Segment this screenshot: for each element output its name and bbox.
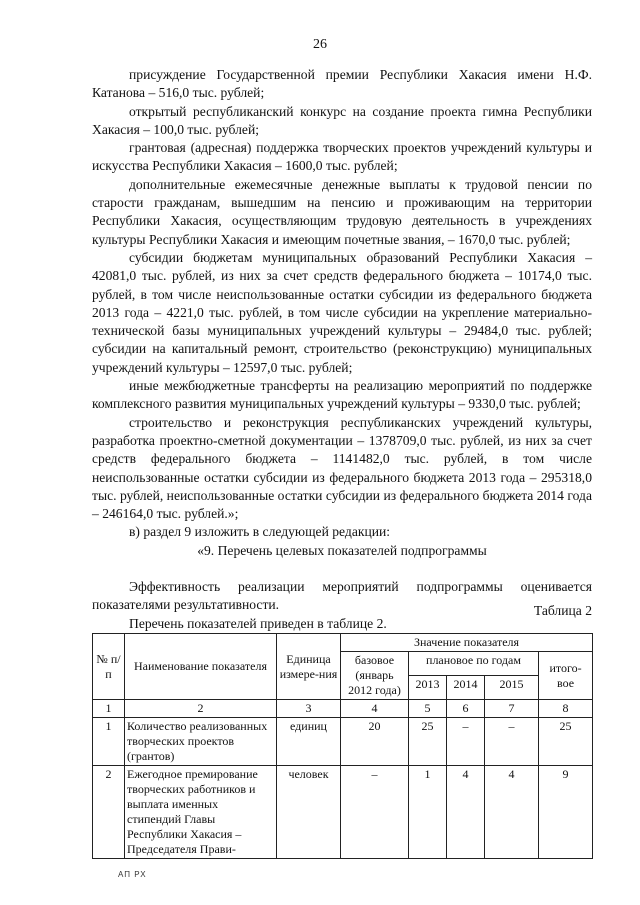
row-total: 9 xyxy=(539,766,593,859)
paragraph: субсидии бюджетам муниципальных образований Республики Хакасия – 42081,0 тыс. рублей, из них за счет средств федерального бюджета – 10174,0 тыс. рублей, в том числе неиспользованные остатки субсидии из федерального бюджета 2013 года – 4221,0 тыс. рублей, в том числе субсидии на укрепление материально-технической базы муниципальных учреждений культуры – 29484,0 тыс. рублей; субсидии на капитальный ремонт, строительство (реконструкцию) муниципальных учреждений культуры – 12597,0 тыс. рублей; xyxy=(92,249,592,375)
col-number: 7 xyxy=(485,700,539,718)
row-num: 2 xyxy=(93,766,125,859)
footer-mark: АП РХ xyxy=(118,870,147,879)
document-body xyxy=(92,66,592,633)
col-number: 3 xyxy=(277,700,341,718)
header-2015: 2015 xyxy=(485,676,539,700)
row-unit: единиц xyxy=(277,718,341,766)
table-row xyxy=(93,766,593,859)
header-unit: Единица измере-ния xyxy=(277,634,341,700)
paragraph: открытый республиканский конкурс на создание проекта гимна Республики Хакасия – 100,0 тыс. рублей; xyxy=(92,103,592,137)
col-number: 8 xyxy=(539,700,593,718)
row-base: 20 xyxy=(341,718,409,766)
col-number: 2 xyxy=(125,700,277,718)
col-number: 5 xyxy=(409,700,447,718)
table-caption: Таблица 2 xyxy=(533,603,592,618)
row-total: 25 xyxy=(539,718,593,766)
paragraph: Перечень показателей приведен в таблице 2. xyxy=(129,615,387,631)
row-2015: – xyxy=(485,718,539,766)
col-number: 4 xyxy=(341,700,409,718)
header-name: Наименование показателя xyxy=(125,634,277,700)
row-2014: – xyxy=(447,718,485,766)
paragraph: строительство и реконструкция республиканских учреждений культуры, разработка проектно-сметной документации – 1378709,0 тыс. рублей, из них за счет средств федерального бюджета – 1141482,0 тыс. рублей, в том числе неиспользованные остатки субсидии из федерального бюджета 2013 года – 295318,0 тыс. рублей, неиспользованные остатки субсидии из федерального бюджета 2014 года – 246164,0 тыс. рублей.»; xyxy=(92,414,592,522)
row-2013: 25 xyxy=(409,718,447,766)
paragraph: в) раздел 9 изложить в следующей редакции: xyxy=(129,524,391,540)
col-number: 6 xyxy=(447,700,485,718)
paragraph: присуждение Государственной премии Республики Хакасия имени Н.Ф. Катанова – 516,0 тыс. рублей; xyxy=(92,67,592,101)
paragraph: дополнительные ежемесячные денежные выплаты к трудовой пенсии по старости гражданам, вышедшим на пенсию и проживающим на территории Республики Хакасия, осуществляющим трудовую деятельность в учреждениях культуры Республики Хакасия и имеющим почетные звания, – 1670,0 тыс. рублей; xyxy=(92,176,592,247)
row-2013: 1 xyxy=(409,766,447,859)
header-total: итого-вое xyxy=(539,652,593,700)
row-name: Количество реализованных творческих проектов (грантов) xyxy=(125,718,277,766)
col-number: 1 xyxy=(93,700,125,718)
table-row xyxy=(93,718,593,766)
row-num: 1 xyxy=(93,718,125,766)
column-number-row xyxy=(93,700,593,718)
header-planned: плановое по годам xyxy=(409,652,539,676)
row-2015: 4 xyxy=(485,766,539,859)
header-2013: 2013 xyxy=(409,676,447,700)
section-heading: «9. Перечень целевых показателей подпрограммы xyxy=(197,542,487,558)
header-2014: 2014 xyxy=(447,676,485,700)
header-num: № п/п xyxy=(93,634,125,700)
paragraph: Эффективность реализации мероприятий подпрограммы оценивается показателями результативности. xyxy=(92,579,592,613)
paragraph: грантовая (адресная) поддержка творческих проектов учреждений культуры и искусства Республики Хакасия – 1600,0 тыс. рублей; xyxy=(92,140,592,174)
indicators-table xyxy=(92,633,593,859)
page-number: 26 xyxy=(313,37,327,52)
row-unit: человек xyxy=(277,766,341,859)
header-value-group: Значение показателя xyxy=(341,634,593,652)
row-base: – xyxy=(341,766,409,859)
row-2014: 4 xyxy=(447,766,485,859)
header-base: базовое (январь 2012 года) xyxy=(341,652,409,700)
paragraph: иные межбюджетные трансферты на реализацию мероприятий по поддержке комплексного развития муниципальных учреждений культуры – 9330,0 тыс. рублей; xyxy=(92,378,592,412)
row-name: Ежегодное премирование творческих работников и выплата именных стипендий Главы Республики Хакасия – Председателя Прави- xyxy=(125,766,277,859)
